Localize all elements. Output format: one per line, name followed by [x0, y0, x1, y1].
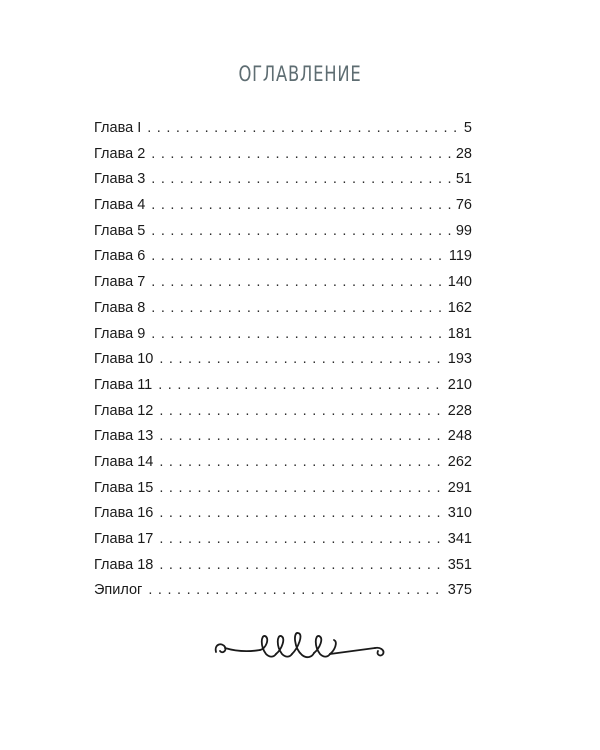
toc-entry-label: Глава 3 [94, 171, 146, 188]
dot-leader [151, 193, 452, 219]
toc-entry[interactable] [94, 578, 472, 604]
toc-entry-label: Глава 14 [94, 453, 154, 470]
toc-entry-page: 193 [447, 351, 472, 368]
dot-leader [151, 296, 444, 322]
toc-entry-page: 5 [463, 120, 472, 136]
dot-leader [151, 322, 444, 348]
dot-leader [159, 501, 443, 527]
toc-entry-label: Эпилог [94, 582, 143, 599]
toc-entry[interactable] [94, 373, 472, 399]
toc-entry[interactable] [94, 193, 472, 219]
toc-entry-label: Глава 4 [94, 197, 146, 214]
dot-leader [159, 476, 443, 502]
dot-leader [159, 424, 443, 450]
toc-entry-page: 310 [447, 505, 472, 522]
toc-entry[interactable] [94, 270, 472, 296]
toc-entry-page: 119 [448, 248, 472, 265]
toc-entry-label: Глава 2 [94, 145, 146, 162]
flourish-divider-icon [210, 630, 390, 666]
dot-leader [158, 373, 444, 399]
toc-entry-label: Глава 18 [94, 556, 154, 573]
toc-entry-label: Глава 15 [94, 479, 154, 496]
toc-entry-label: Глава 10 [94, 351, 154, 368]
toc-entry[interactable] [94, 347, 472, 373]
toc-entry-page: 99 [455, 222, 472, 239]
dot-leader [151, 270, 444, 296]
toc-entry-page: 248 [447, 428, 472, 445]
dot-leader [151, 219, 452, 245]
toc-entry-page: 228 [447, 402, 472, 419]
toc-entry[interactable] [94, 553, 472, 579]
toc-entry-page: 210 [447, 376, 472, 393]
toc-entry-page: 262 [447, 453, 472, 470]
toc-entry-label: Глава 17 [94, 531, 154, 547]
toc-entry[interactable] [94, 116, 472, 142]
toc-entry-page: 76 [455, 197, 472, 214]
toc-entry[interactable] [94, 476, 472, 502]
toc-entry[interactable] [94, 167, 472, 193]
toc-entry-page: 351 [447, 556, 472, 573]
toc-entry-label: Глава 11 [94, 376, 153, 393]
table-of-contents [94, 116, 472, 604]
toc-entry[interactable] [94, 142, 472, 168]
dot-leader [151, 244, 445, 270]
toc-entry[interactable] [94, 501, 472, 527]
dot-leader [151, 142, 452, 168]
toc-entry-page: 140 [447, 274, 472, 291]
toc-entry-label: Глава 16 [94, 505, 154, 522]
dot-leader [159, 553, 443, 579]
dot-leader [151, 167, 452, 193]
toc-entry-label: Глава 5 [94, 222, 146, 239]
toc-entry-page: 375 [447, 582, 472, 599]
toc-entry-label: Глава 9 [94, 325, 146, 342]
toc-entry-label: Глава 13 [94, 428, 154, 445]
toc-entry-label: Глава 7 [94, 274, 146, 291]
toc-entry-label: Глава I [94, 120, 142, 136]
dot-leader [159, 450, 443, 476]
toc-entry[interactable] [94, 219, 472, 245]
dot-leader [159, 527, 443, 553]
toc-entry-page: 341 [447, 531, 472, 547]
toc-entry[interactable] [94, 527, 472, 553]
toc-entry-page: 291 [447, 479, 472, 496]
toc-entry-page: 28 [455, 145, 472, 162]
toc-entry[interactable] [94, 296, 472, 322]
toc-entry-page: 51 [455, 171, 472, 188]
dot-leader [159, 347, 443, 373]
toc-entry-page: 162 [447, 299, 472, 316]
dot-leader [159, 399, 443, 425]
toc-entry[interactable] [94, 424, 472, 450]
dot-leader [148, 578, 443, 604]
toc-entry-label: Глава 6 [94, 248, 146, 265]
toc-entry-page: 181 [447, 325, 472, 342]
toc-entry[interactable] [94, 322, 472, 348]
toc-entry-label: Глава 12 [94, 402, 154, 419]
toc-entry[interactable] [94, 399, 472, 425]
toc-entry[interactable] [94, 244, 472, 270]
dot-leader [147, 116, 460, 142]
toc-entry[interactable] [94, 450, 472, 476]
page-title: ОГЛАВЛЕНИЕ [238, 62, 362, 86]
toc-entry-label: Глава 8 [94, 299, 146, 316]
